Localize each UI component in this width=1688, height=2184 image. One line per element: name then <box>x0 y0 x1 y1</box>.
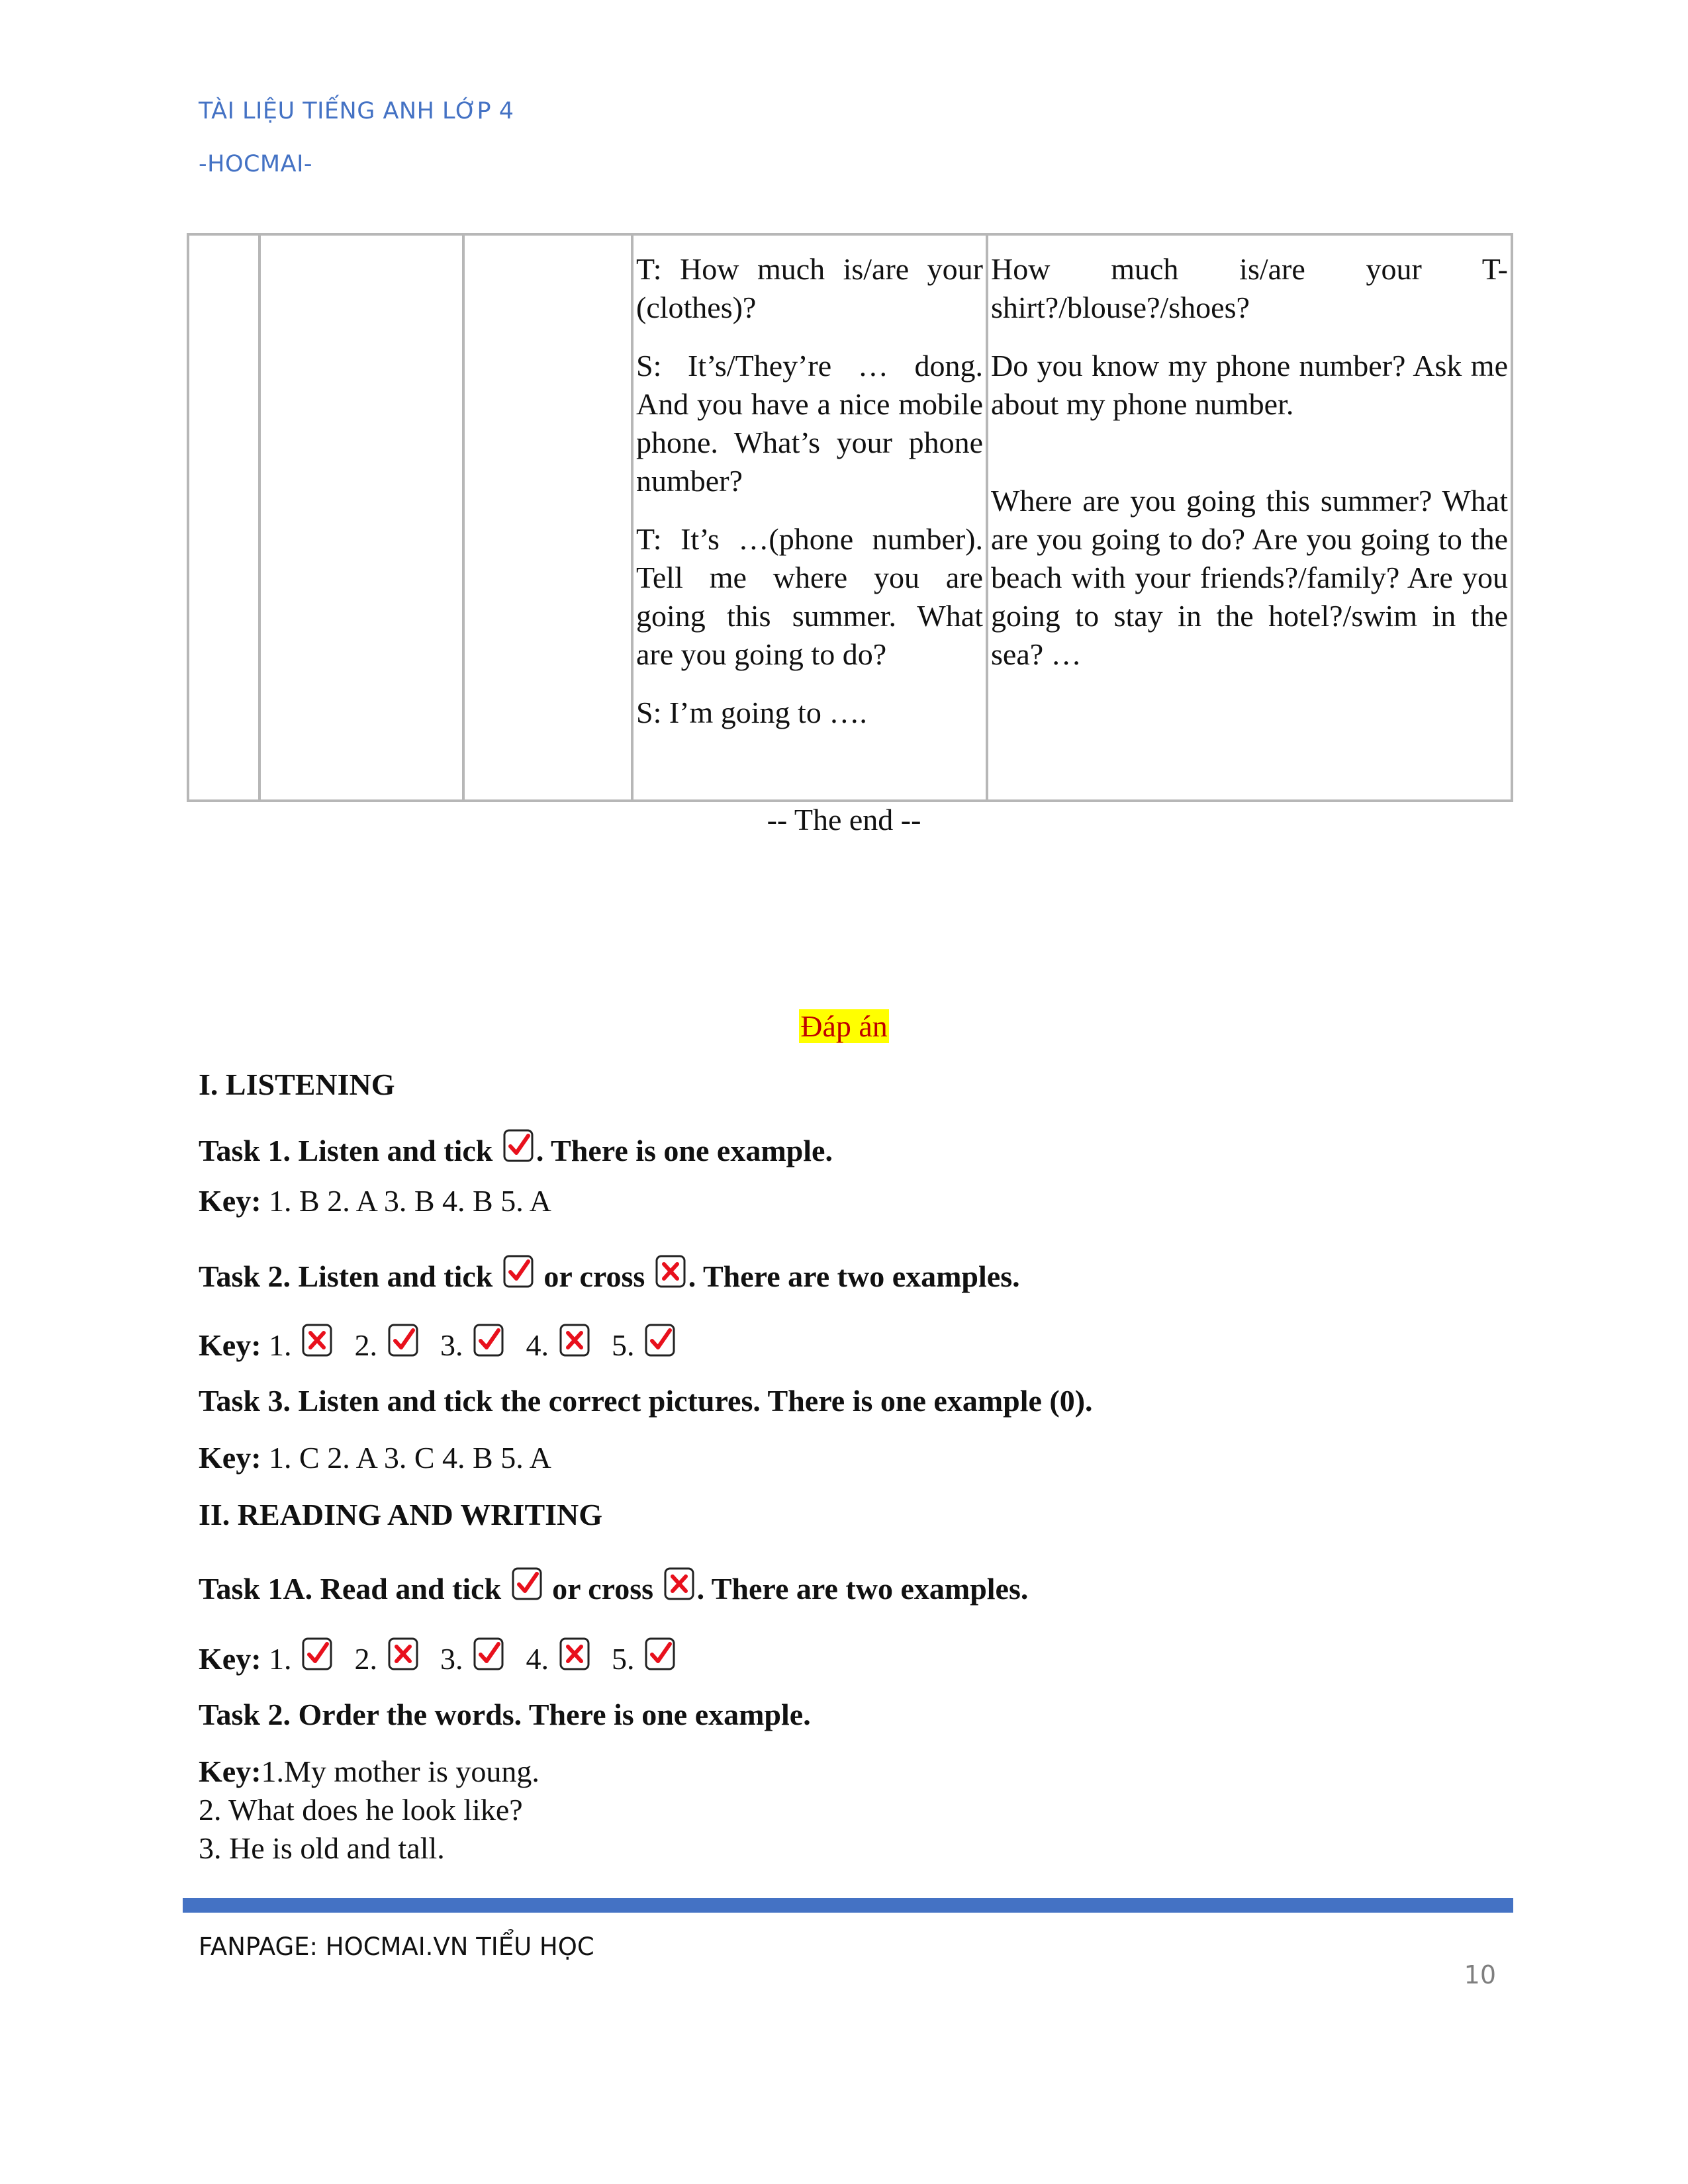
check-icon <box>502 1126 535 1165</box>
task2-key-label: Key: <box>199 1328 261 1362</box>
table-cell-empty-1 <box>188 234 259 801</box>
document-header-subtitle: -HOCMAI- <box>199 151 313 177</box>
key-item-num: 2. <box>354 1642 378 1676</box>
order-answer-2: 2. What does he look like? <box>199 1793 523 1827</box>
check-icon <box>387 1321 420 1359</box>
task2-key <box>199 1321 678 1363</box>
task2-instruction <box>199 1252 1020 1294</box>
footer-fanpage: FANPAGE: HOCMAI.VN TIỂU HỌC <box>199 1933 594 1961</box>
section-listening-label: I. LISTENING <box>199 1068 395 1101</box>
task1a-middle: or cross <box>552 1572 654 1606</box>
check-icon <box>472 1321 505 1359</box>
task1a-after: . There are two examples. <box>696 1572 1029 1606</box>
answer-key-title-text: Đáp án <box>800 1009 888 1043</box>
task1-after: . There is one example. <box>536 1134 833 1167</box>
key-item-num: 4. <box>526 1328 549 1362</box>
task1-key-label: Key: <box>199 1184 261 1218</box>
prompt-line: Where are you going this summer? What are you going to do? Are you going to the beach with your friends?/family? Are you going to stay in the hotel?/swim in the sea? … <box>991 484 1508 671</box>
cross-icon <box>387 1635 420 1673</box>
task2-order-key-label: Key: <box>199 1754 261 1788</box>
task3-label: Task 3. Listen and tick the correct pictures. There is one example (0). <box>199 1384 1093 1418</box>
key-item-num: 3. <box>440 1642 463 1676</box>
check-icon <box>502 1252 535 1291</box>
task2-order-instruction <box>199 1697 811 1732</box>
check-icon <box>643 1635 677 1673</box>
answer-key-title <box>0 1009 1688 1044</box>
task2-label: Task 2. Listen and tick <box>199 1259 493 1293</box>
task1a-label: Task 1A. Read and tick <box>199 1572 502 1606</box>
task1-label: Task 1. Listen and tick <box>199 1134 493 1167</box>
task2-middle: or cross <box>543 1259 645 1293</box>
key-item-num: 2. <box>354 1328 378 1362</box>
task1-key <box>199 1183 551 1218</box>
document-header-title: TÀI LIỆU TIẾNG ANH LỚP 4 <box>199 98 514 124</box>
task2-order-label: Task 2. Order the words. There is one example. <box>199 1698 811 1731</box>
page-number: 10 <box>1464 1960 1496 1989</box>
prompt-line: How much is/are your T-shirt?/blouse?/shoes? <box>991 252 1508 324</box>
dialogue-line: S: It’s/They’re … dong. And you have a nice mobile phone. What’s your phone number? <box>636 349 983 498</box>
table-row <box>188 234 1512 801</box>
dialogue-line: T: It’s …(phone number). Tell me where you are going this summer. What are you going to do? <box>636 522 983 671</box>
cross-icon <box>301 1321 334 1359</box>
the-end-text: -- The end -- <box>767 803 921 837</box>
table-cell-empty-3 <box>463 234 632 801</box>
key-item-num: 3. <box>440 1328 463 1362</box>
task3-key <box>199 1440 551 1475</box>
dialogue-line: S: I’m going to …. <box>636 696 867 729</box>
dialogue-line: T: How much is/are your (clothes)? <box>636 252 983 324</box>
task1a-key-label: Key: <box>199 1642 261 1676</box>
check-icon <box>472 1635 505 1673</box>
check-icon <box>301 1635 334 1673</box>
task3-instruction <box>199 1383 1093 1418</box>
order-answer-1: 1.My mother is young. <box>261 1754 539 1788</box>
order-answer-3: 3. He is old and tall. <box>199 1831 445 1865</box>
prompt-line: Do you know my phone number? Ask me about my phone number. <box>991 349 1508 421</box>
cross-icon <box>558 1321 591 1359</box>
task3-key-values: 1. C 2. A 3. C 4. B 5. A <box>269 1441 551 1475</box>
task2-after: . There are two examples. <box>688 1259 1020 1293</box>
section-reading-writing-heading <box>199 1497 602 1532</box>
task1-instruction <box>199 1126 833 1168</box>
table-cell-prompts <box>987 234 1512 801</box>
section-listening-heading <box>199 1067 395 1102</box>
key-item-num: 5. <box>612 1328 635 1362</box>
table-cell-dialogue <box>632 234 987 801</box>
key-item-num: 5. <box>612 1642 635 1676</box>
key-item-num: 1. <box>269 1642 292 1676</box>
cross-icon <box>654 1252 687 1291</box>
task1a-key <box>199 1635 678 1676</box>
lesson-table <box>187 233 1513 802</box>
table-cell-empty-2 <box>259 234 463 801</box>
section-reading-writing-label: II. READING AND WRITING <box>199 1498 603 1531</box>
task1a-instruction <box>199 1565 1028 1606</box>
key-item-num: 1. <box>269 1328 292 1362</box>
cross-icon <box>663 1565 696 1603</box>
task1-key-values: 1. B 2. A 3. B 4. B 5. A <box>269 1184 551 1218</box>
task3-key-label: Key: <box>199 1441 261 1475</box>
check-icon <box>510 1565 543 1603</box>
footer-divider-bar <box>183 1898 1513 1913</box>
cross-icon <box>558 1635 591 1673</box>
task2-order-key-1 <box>199 1754 539 1789</box>
key-item-num: 4. <box>526 1642 549 1676</box>
check-icon <box>643 1321 677 1359</box>
